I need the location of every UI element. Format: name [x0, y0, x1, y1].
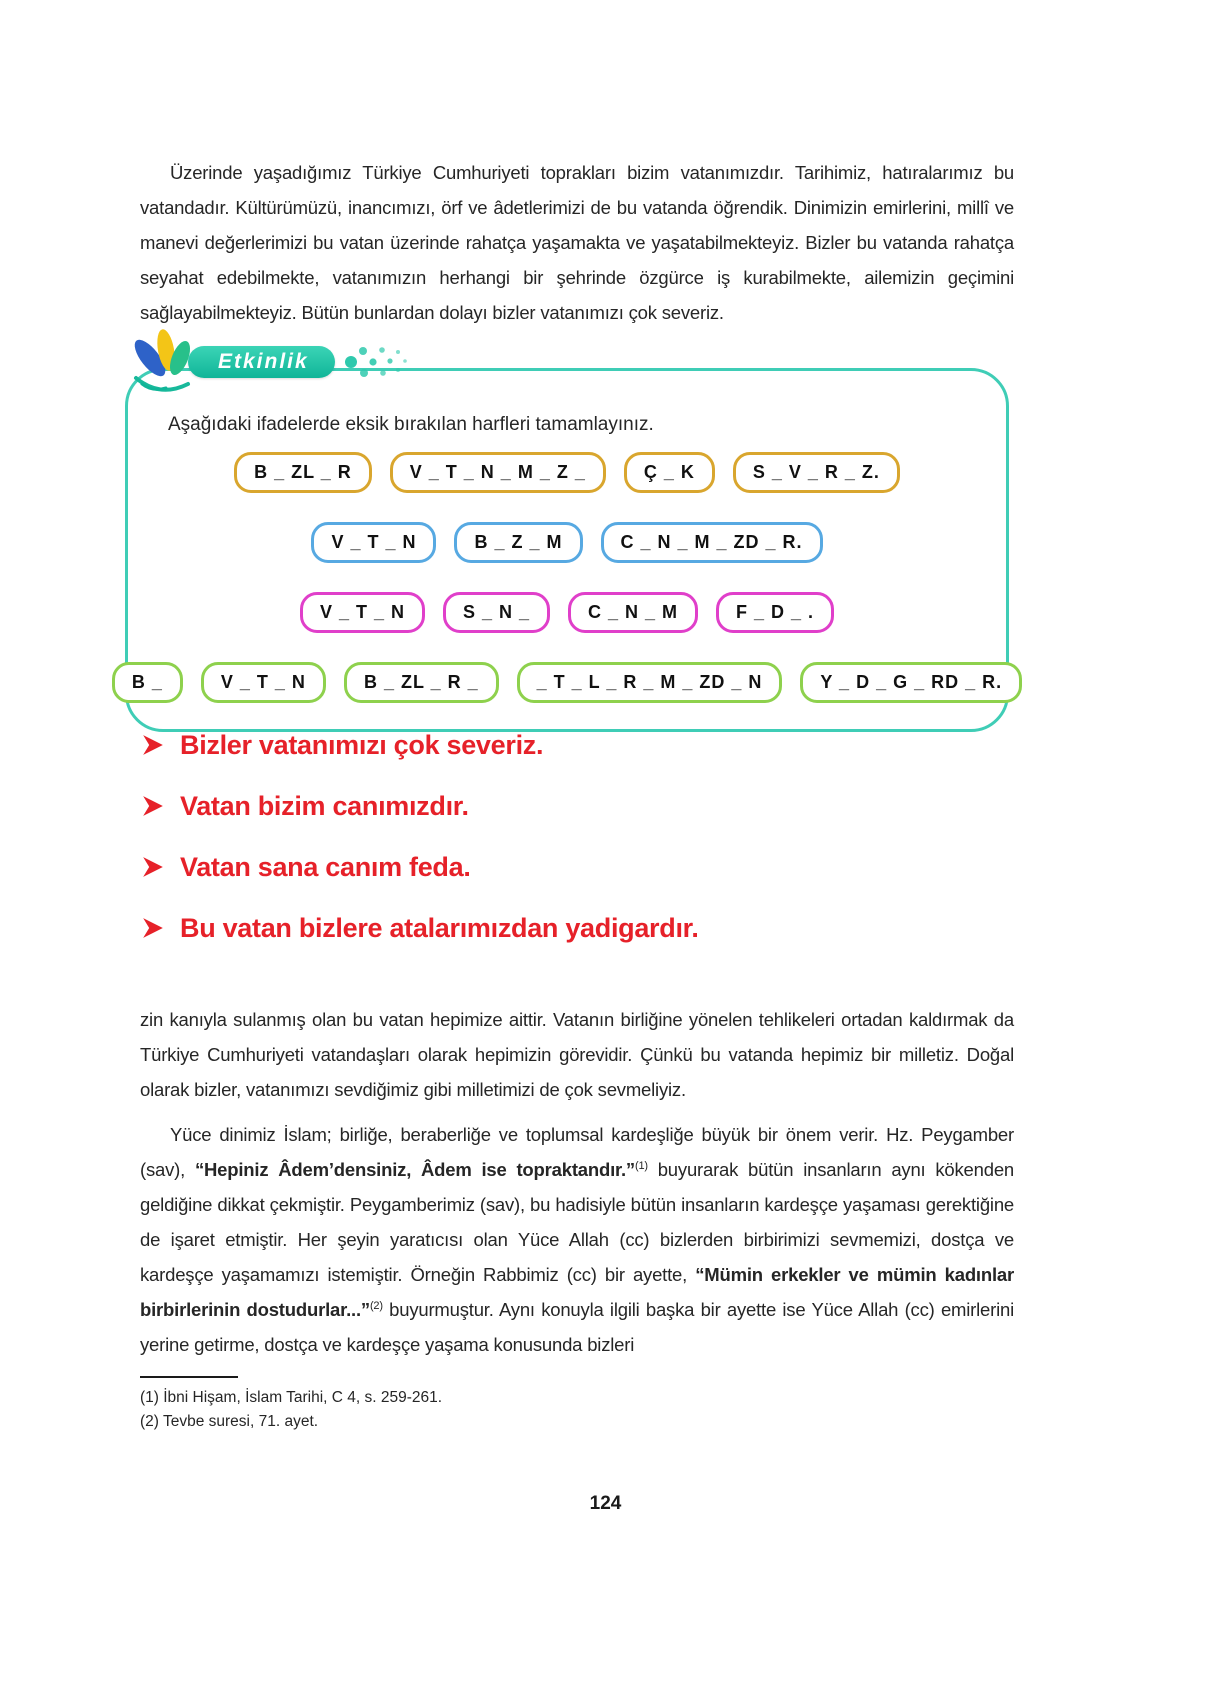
pill-row: [0, 522, 1134, 563]
footnote-reference: (1): [634, 1159, 648, 1172]
arrow-bullet-icon: [142, 794, 164, 818]
intro-paragraph: Üzerinde yaşadığımız Türkiye Cumhuriyeti toprakları bizim vatanımızdır. Tarihimiz, hatıralarımız bu vatandadır. Kültürümüzü, inancımızı, örf ve âdetlerimizi de bu vatanda öğrendik. Dinimizin emirlerini, millî ve manevi değerlerimizi bu vatan üzerinde rahatça yaşamakta ve yaşatabilmekteyiz. Bizler bu vatanda rahatça seyahat edebilmekte, vatanımızın herhangi bir şehrinde özgürce iş kurabilmekte, ailemizin geçimini sağlayabilmekteyiz. Bütün bunlardan dolayı bizler vatanımızı çok severiz.: [140, 161, 1014, 323]
page-number: 124: [589, 1493, 622, 1514]
letter-blank-pill: B _ Z _ M: [454, 522, 582, 563]
answer-text: Vatan bizim canımızdır.: [180, 790, 469, 821]
letter-blank-pill: V _ T _ N _ M _ Z _: [390, 452, 606, 493]
letter-blank-pill: V _ T _ N: [311, 522, 436, 563]
letter-blank-pill: B _ ZL _ R _: [344, 662, 499, 703]
paragraph: [140, 1117, 1014, 1362]
letter-blank-pill: B _ ZL _ R: [234, 452, 372, 493]
activity-badge-ribbon: [188, 346, 335, 378]
letter-blank-pill: B _: [112, 662, 183, 703]
answer-text: Bizler vatanımızı çok severiz.: [180, 729, 544, 760]
quoted-text: “Mümin erkekler ve mümin kadınlar birbirlerinin dostudurlar...”: [140, 1264, 1014, 1320]
footnote-1: (1) İbni Hişam, İslam Tarihi, C 4, s. 259-261.: [140, 1389, 443, 1406]
footnote-rule: [140, 1376, 238, 1378]
arrow-bullet-icon: [142, 916, 164, 940]
body-text: [140, 1002, 1014, 1434]
answer-line: [142, 852, 1042, 882]
letter-blank-pill: _ T _ L _ R _ M _ ZD _ N: [517, 662, 783, 703]
answer-text: Bu vatan bizlere atalarımızdan yadigardır.: [180, 912, 699, 943]
letter-blank-pill: C _ N _ M: [568, 592, 698, 633]
letter-blank-pill: Ç _ K: [624, 452, 715, 493]
arrow-bullet-icon: [142, 733, 164, 757]
letter-blank-pill: S _ V _ R _ Z.: [733, 452, 900, 493]
letter-blank-pill: V _ T _ N: [300, 592, 425, 633]
pill-rows: [0, 452, 1134, 732]
body-paragraphs: [140, 1002, 1014, 1362]
letter-blank-pill: Y _ D _ G _ RD _ R.: [800, 662, 1022, 703]
answers: [142, 730, 1042, 974]
quoted-text: “Hepiniz Âdem’densiniz, Âdem ise topraktandır.”: [194, 1159, 635, 1180]
letter-blank-pill: V _ T _ N: [201, 662, 326, 703]
feather-icon: [128, 326, 202, 398]
pill-row: [0, 662, 1134, 703]
answer-text: Vatan sana canım feda.: [180, 851, 471, 882]
letter-blank-pill: F _ D _ .: [716, 592, 834, 633]
pill-row: [0, 592, 1134, 633]
footnote-reference: (2): [369, 1299, 383, 1312]
letter-blank-pill: C _ N _ M _ ZD _ R.: [601, 522, 823, 563]
answer-line: [142, 913, 1042, 943]
footnotes: [140, 1376, 1014, 1434]
letter-blank-pill: S _ N _: [443, 592, 550, 633]
answer-line: [142, 730, 1042, 760]
paragraph: [140, 1002, 1014, 1107]
footnote-2: (2) Tevbe suresi, 71. ayet.: [140, 1413, 319, 1430]
pill-row: [0, 452, 1134, 493]
arrow-bullet-icon: [142, 855, 164, 879]
paragraph-text: Yüce dinimiz İslam; birliğe, beraberliğe ve toplumsal kardeşliğe büyük bir önem verir. Hz. Peygamber (sav),: [140, 1124, 1014, 1180]
paragraph-text: buyurmuştur. Aynı konuyla ilgili başka bir ayette ise Yüce Allah (cc) emirlerini yerine getirme, dostça ve kardeşçe yaşama konusunda bizleri: [140, 1299, 1014, 1355]
dots-decoration-icon: [343, 342, 413, 382]
answer-line: [142, 791, 1042, 821]
activity-instruction: Aşağıdaki ifadelerde eksik bırakılan harfleri tamamlayınız.: [168, 414, 654, 435]
activity-badge: [128, 326, 413, 398]
activity-badge-label: Etkinlik: [218, 350, 309, 373]
paragraph-text: buyurarak bütün insanların aynı kökenden geldiğine dikkat çekmiştir. Peygamberimiz (sav), bu hadisiyle bütün insanların kardeşçe yaşaması gerektiğine de işaret etmiştir. Her şeyin yaratıcısı olan Yüce Allah (cc) bizlerden birbirimizi sevmemizi, dostça ve kardeşçe yaşamamızı istemiştir. Örneğin Rabbimiz (cc) bir ayette,: [140, 1159, 1014, 1285]
paragraph-text: zin kanıyla sulanmış olan bu vatan hepimize aittir. Vatanın birliğine yönelen tehlikeleri ortadan kaldırmak da Türkiye Cumhuriyeti vatandaşları olarak hepimizin görevidir. Çünkü bu vatanda hepimiz bir milletiz. Doğal olarak bizler, vatanımızı sevdiğimiz gibi milletimizi de çok sevmeliyiz.: [140, 1009, 1014, 1100]
